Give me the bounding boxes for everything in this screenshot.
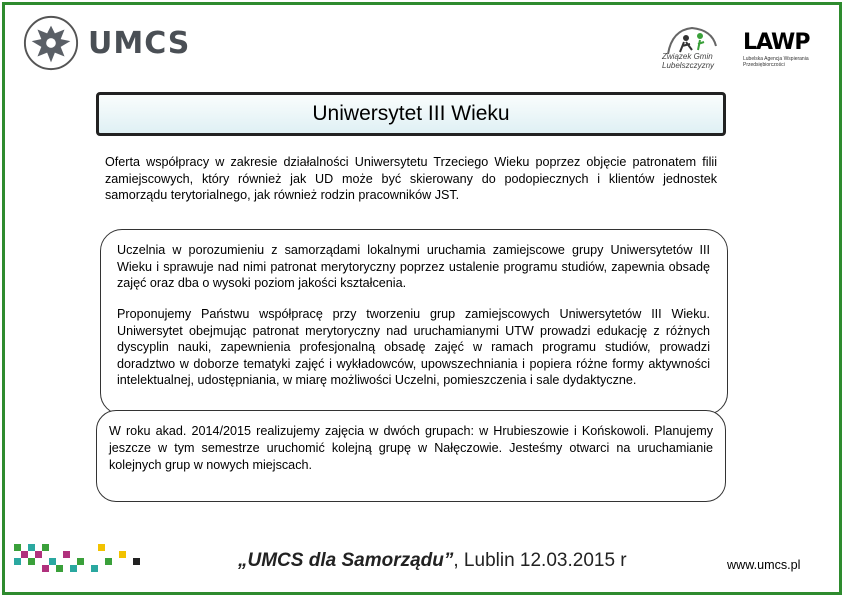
page-title: Uniwersytet III Wieku [96, 92, 726, 136]
umcs-logo-text: UMCS [88, 25, 191, 61]
zgl-logo-text: Związek Gmin Lubelszczyzny [662, 52, 715, 70]
info-box-patronage [100, 229, 728, 415]
event-name: „UMCS dla Samorządu” [238, 550, 454, 571]
info-box-groups [96, 410, 726, 502]
groups-paragraph: W roku akad. 2014/2015 realizujemy zajęcia w dwóch grupach: w Hrubieszowie i Końskowoli. Planujemy jeszcze w tym semestrze uruchomić kolejną grupę w Nałęczowie. Jesteśmy otwarci na uruchamianie kolejnych grup w nowych miejscach. [109, 424, 713, 472]
pixel-decoration-icon [14, 540, 154, 580]
eagle-emblem-icon [22, 14, 80, 72]
umcs-logo [22, 14, 190, 72]
intro-paragraph: Oferta współpracy w zakresie działalności Uniwersytetu Trzeciego Wieku poprzez objęcie patronatem filii zamiejscowych, który również jak UD może być skierowany do podopiecznych i klientów jednostek samorządu terytorialnego, jak również rodzin pracowników JST. [105, 155, 717, 202]
lawp-logo-subtitle: Lubelska Agencja Wspierania Przedsiębiorczości [743, 56, 809, 68]
event-place-date: , Lublin 12.03.2015 r [453, 550, 627, 571]
lawp-logo-text: LAWP [743, 30, 810, 55]
patronage-paragraph: Uczelnia w porozumieniu z samorządami lokalnymi uruchamia zamiejscowe grupy Uniwersytetów III Wieku i sprawuje nad nimi patronat merytoryczny poprzez ustalenie programu studiów, zapewnia obsadę zajęć oraz dba o wysoki poziom jakości kształcenia. [117, 243, 710, 290]
cooperation-paragraph: Proponujemy Państwu współpracę przy tworzeniu grup zamiejscowych Uniwersytetów III Wieku. Uniwersytet obejmując patronat merytoryczny nad uruchamianymi UTW prowadzi edukację z różnych dyscyplin nauki, zapewnienia profesjonalną obsadę zajęć w ramach programu studiów, prowadzi doradztwo w doborze tematyki zajęć i wykładowców, upowszechniania i popiera różne formy aktywności intelektualnej, udostępniania, w miarę możliwości Uczelni, pomieszczenia i sale dydaktyczne. [117, 307, 710, 387]
website-link[interactable]: www.umcs.pl [727, 558, 801, 572]
lawp-logo [743, 32, 815, 68]
footer-event [238, 550, 627, 572]
